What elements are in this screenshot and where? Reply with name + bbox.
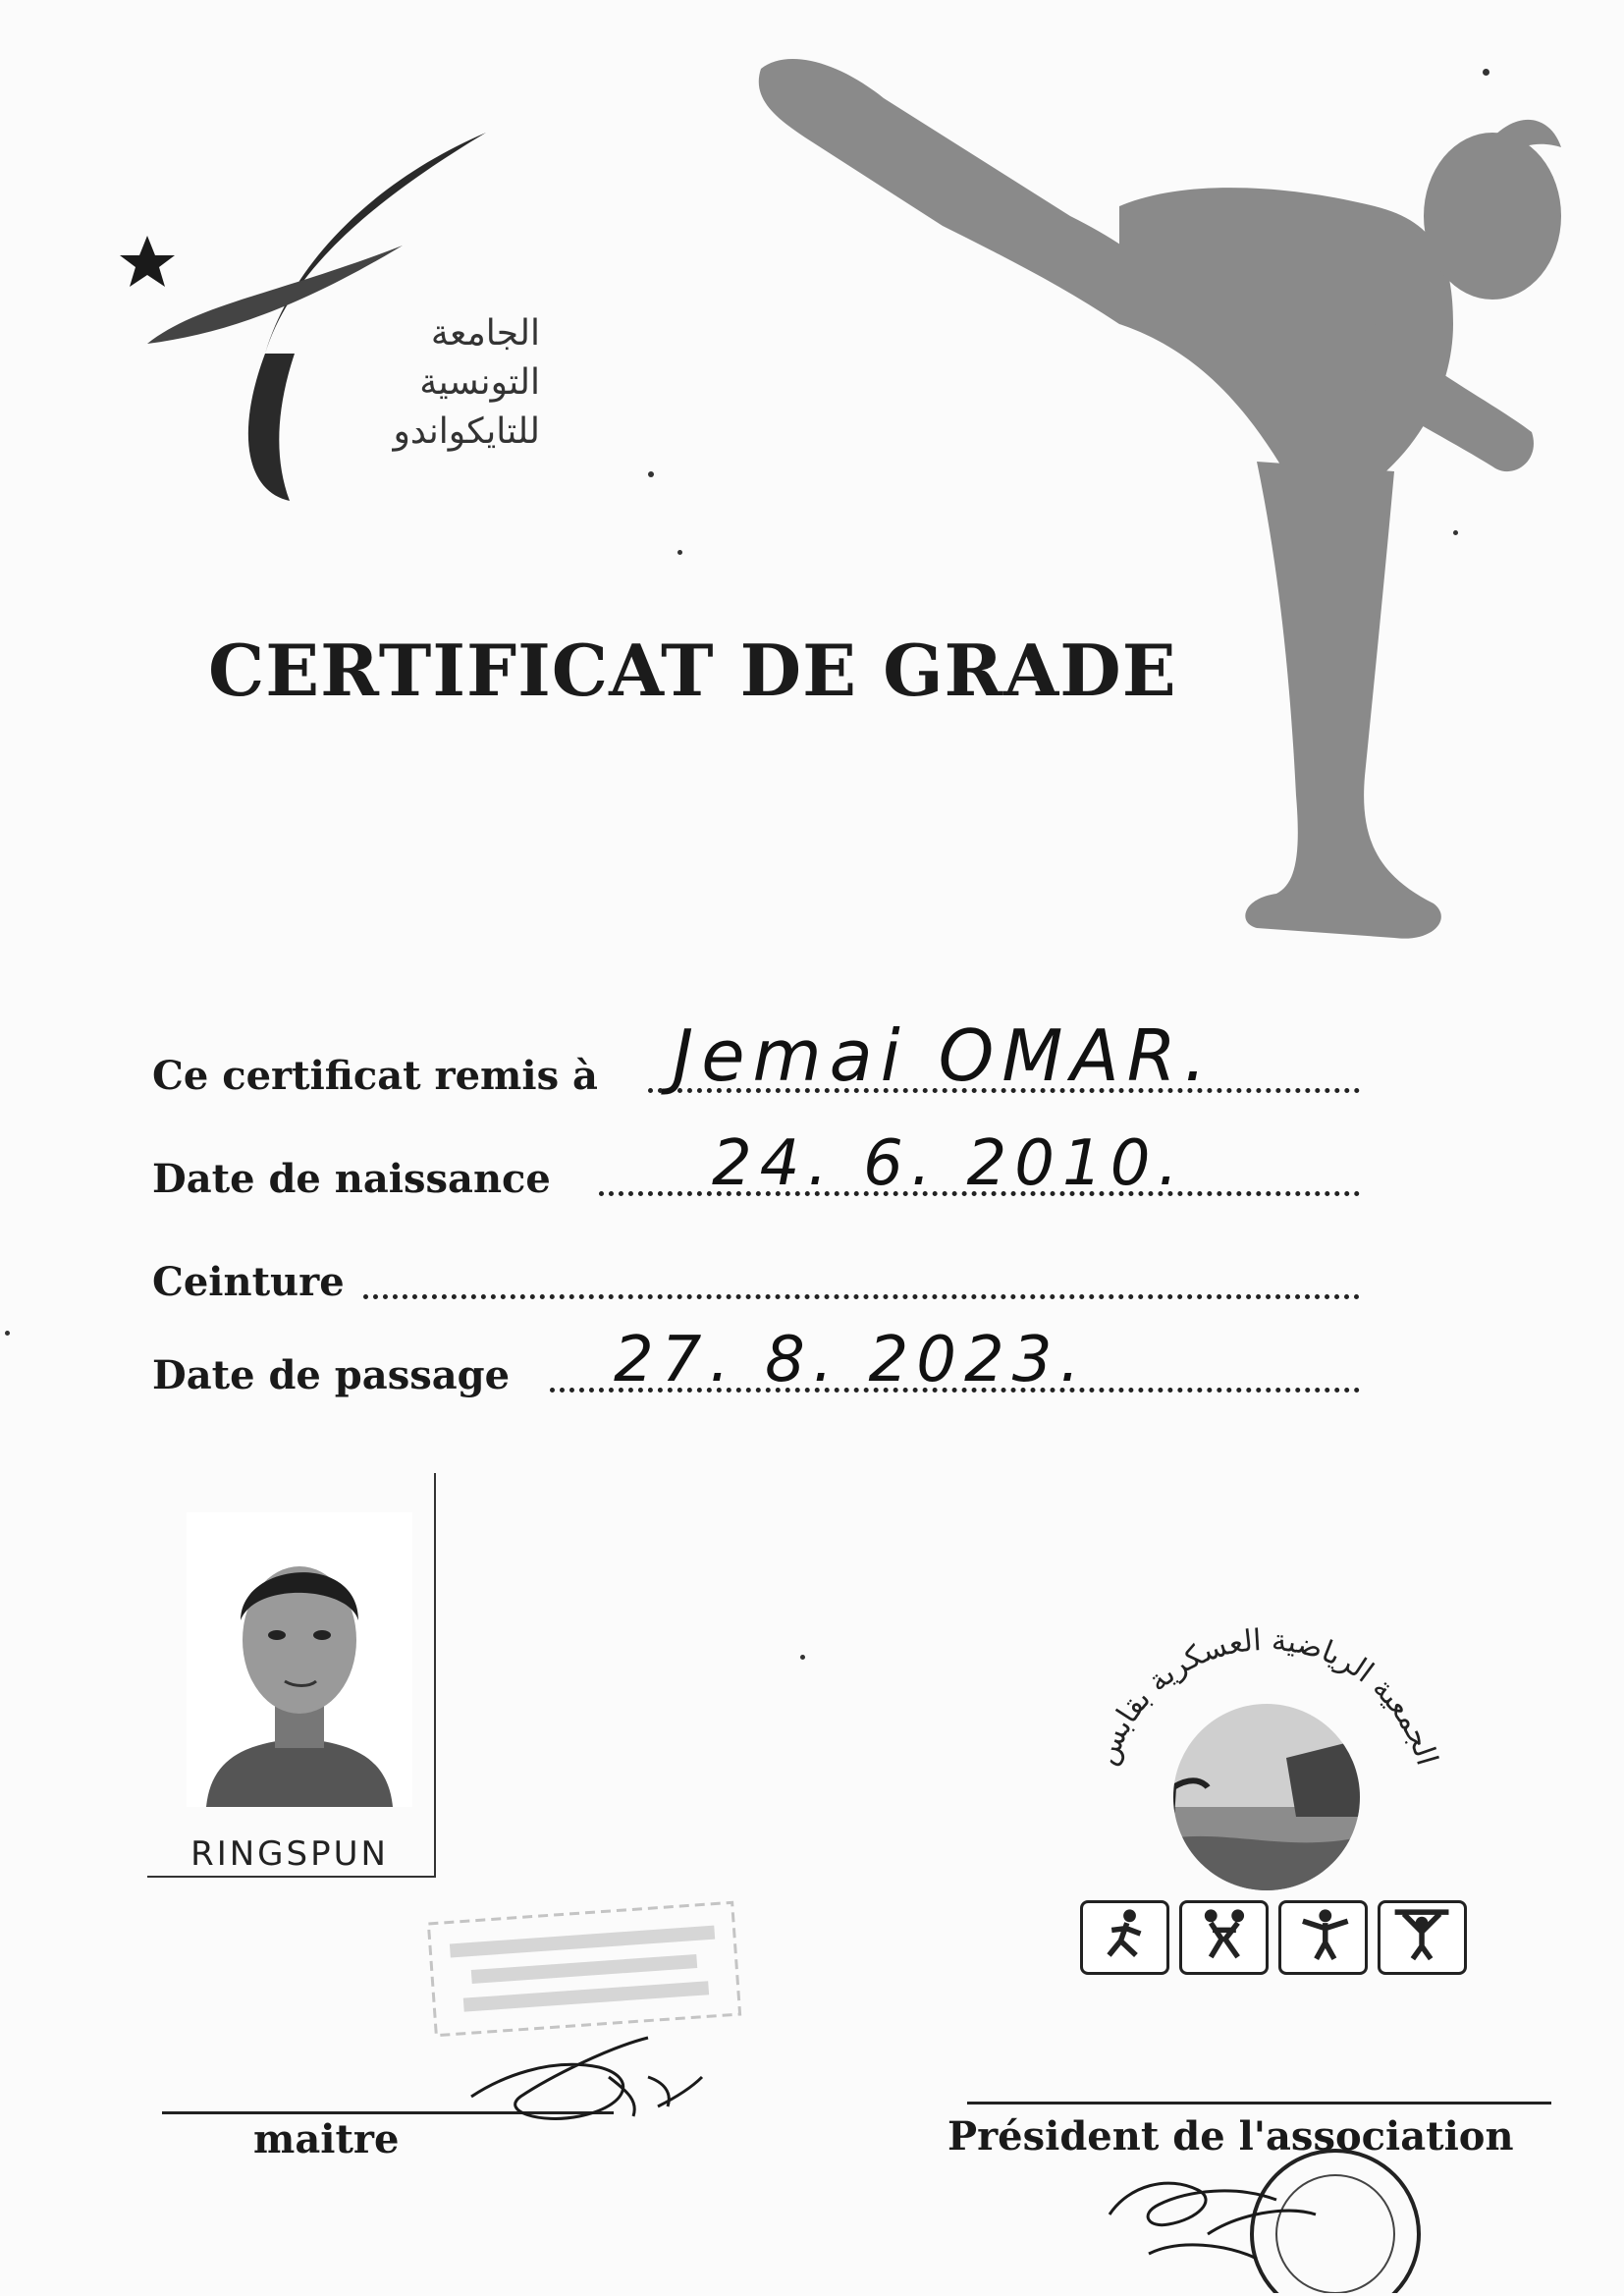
field-label: Ce certificat remis à — [152, 1053, 598, 1099]
signature-label-left: maitre — [253, 2116, 400, 2162]
field-label: Date de passage — [152, 1352, 511, 1398]
sport-icons — [1080, 1900, 1453, 1971]
signature-label-right: Président de l'association — [947, 2113, 1514, 2159]
field-belt — [152, 1242, 1360, 1311]
scan-speck — [677, 550, 682, 555]
martial-arts-icon — [1278, 1900, 1368, 1975]
certificate-title: CERTIFICAT DE GRADE — [208, 629, 1177, 712]
federation-name — [324, 309, 540, 457]
running-icon — [1080, 1900, 1169, 1975]
association-name: الجمعية الرياضية العسكرية بقابس — [1089, 1622, 1444, 1770]
field-birthdate — [152, 1127, 1360, 1208]
scan-speck — [648, 471, 654, 477]
photo-frame — [147, 1473, 436, 1878]
photo-caption: RINGSPUN — [190, 1834, 389, 1874]
president-signature-stamp — [1090, 2146, 1443, 2293]
seaside-scene-icon — [1139, 1699, 1394, 1895]
scan-speck — [800, 1655, 805, 1660]
weightlifting-icon — [1378, 1900, 1467, 1975]
handwritten-value: Jemai OMAR. — [673, 1014, 1215, 1097]
dotted-line — [363, 1294, 1360, 1299]
handwritten-value: 24. 6. 2010. — [712, 1127, 1186, 1200]
association-logo — [1070, 1620, 1463, 1974]
kicker-silhouette-icon — [746, 29, 1591, 972]
federation-name-line: للتايكواندو — [393, 411, 540, 452]
scan-speck — [5, 1331, 10, 1336]
wrestling-icon — [1179, 1900, 1269, 1975]
field-label: Date de naissance — [152, 1156, 551, 1202]
handwritten-value: 27. 8. 2023. — [614, 1324, 1088, 1396]
signature-line-right — [967, 2102, 1551, 2105]
portrait-photo — [187, 1512, 412, 1807]
federation-name-line: الجامعة — [430, 313, 540, 354]
field-label: Ceinture — [152, 1259, 345, 1305]
federation-name-line: التونسية — [419, 362, 540, 403]
field-recipient — [152, 1014, 1360, 1105]
field-exam-date — [152, 1324, 1360, 1404]
maitre-signature — [461, 2008, 717, 2136]
